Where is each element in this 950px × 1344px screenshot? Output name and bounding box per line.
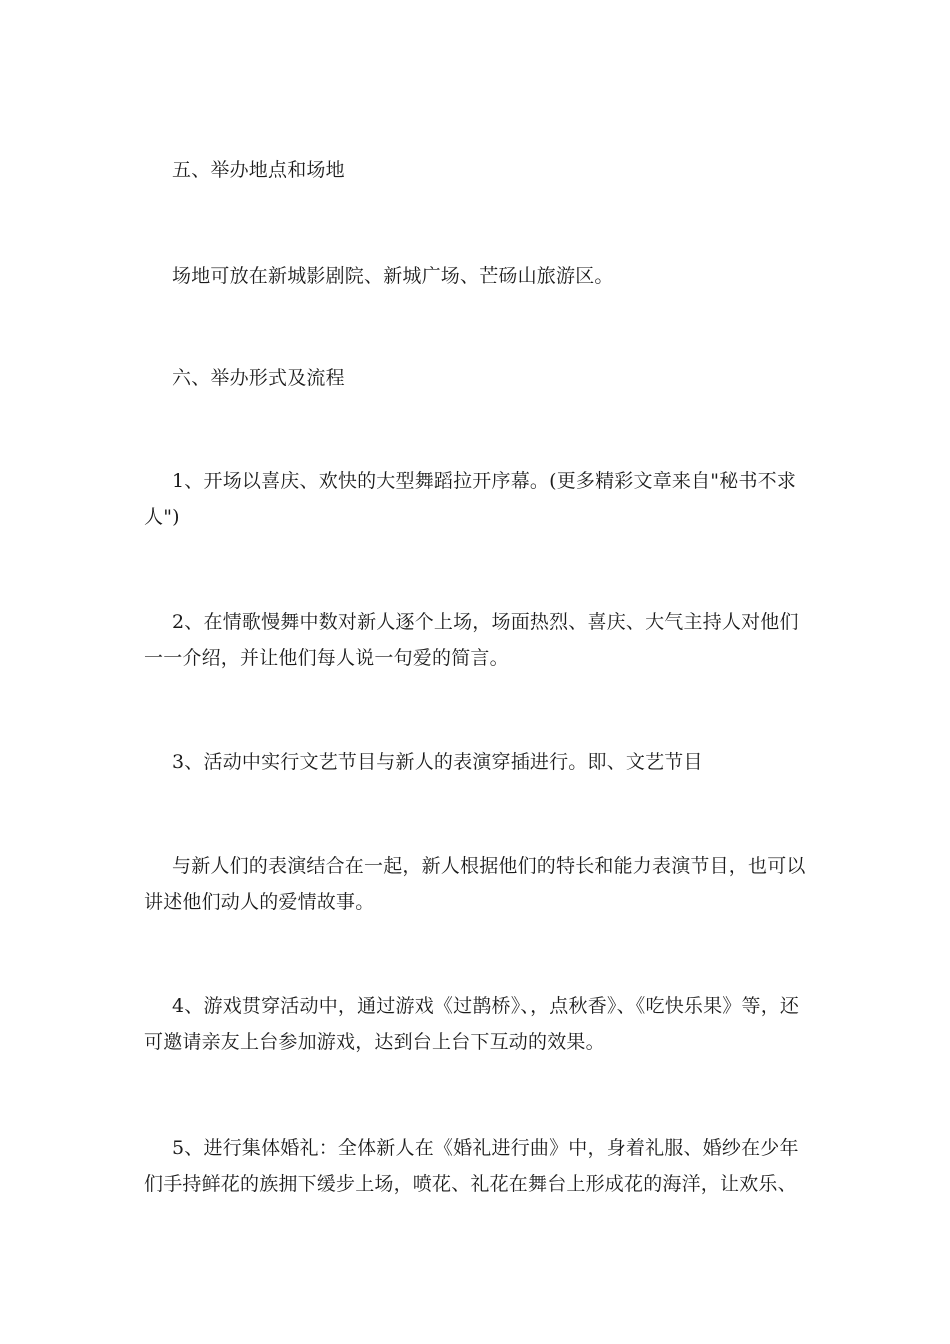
section-heading-venue: 五、举办地点和场地 (172, 159, 345, 181)
paragraph-step-3-continued: 与新人们的表演结合在一起，新人根据他们的特长和能力表演节目，也可以讲述他们动人的爱情故事。 (144, 855, 806, 913)
paragraph-step-1: 1、开场以喜庆、欢快的大型舞蹈拉开序幕。(更多精彩文章来自"秘书不求人") (144, 470, 797, 528)
section-heading-format: 六、举办形式及流程 (172, 367, 345, 389)
paragraph-step-3: 3、活动中实行文艺节目与新人的表演穿插进行。即、文艺节目 (172, 751, 703, 773)
paragraph-venue-detail: 场地可放在新城影剧院、新城广场、芒砀山旅游区。 (172, 265, 614, 287)
paragraph-step-4: 4、游戏贯穿活动中，通过游戏《过鹊桥》、，点秋香》、《吃快乐果》等，还可邀请亲友上台参加游戏，达到台上台下互动的效果。 (144, 995, 800, 1053)
paragraph-step-2: 2、在情歌慢舞中数对新人逐个上场，场面热烈、喜庆、大气主持人对他们一一介绍，并让他们每人说一句爱的简言。 (144, 611, 799, 669)
paragraph-step-5: 5、进行集体婚礼：全体新人在《婚礼进行曲》中，身着礼服、婚纱在少年们手持鲜花的族拥下缓步上场，喷花、礼花在舞台上形成花的海洋，让欢乐、 (144, 1137, 799, 1195)
